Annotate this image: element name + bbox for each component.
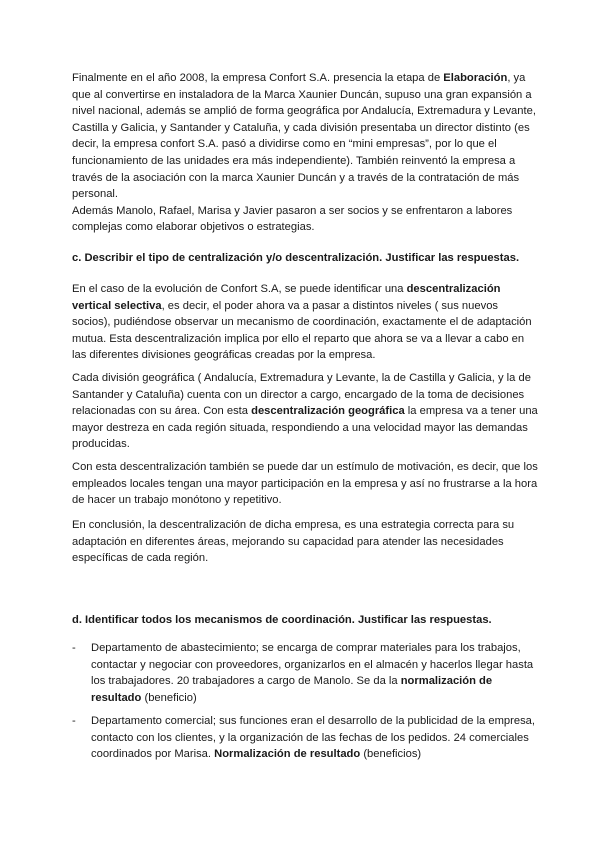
- item1-bold-term: normalización de resultado: [91, 675, 493, 704]
- list-item-comercial: [72, 713, 536, 763]
- p2-text-a: En el caso de la evolución de Confort S.A, se puede identificar una: [72, 283, 407, 295]
- item2-text-a: Departamento comercial; sus funciones eran el desarrollo de la publicidad de la empresa, contacto con los clientes, y la organización de las fechas de los pedidos. 24 comerciales coordinados por Marisa.: [91, 715, 536, 761]
- heading-c: c. Describir el tipo de centralización y/o descentralización. Justificar las respuestas.: [72, 252, 520, 264]
- paragraph-division-geografica: [72, 370, 538, 453]
- p3-text-a: Cada división geográfica ( Andalucía, Extremadura y Levante, la de Castilla y Galicia, y la de Santander y Cataluña) cuenta con un director a cargo, encargado de la toma de decisiones relacionadas con su área. Con esta: [72, 372, 531, 418]
- item2-text-c: (beneficios): [360, 748, 422, 761]
- p1-text-c: , ya que al convertirse en instaladora de la Marca Xaunier Duncán, supuso una gran expansión a nivel nacional, además se amplió de forma geográfica por Andalucía, Extremadura y Levante, Castilla y Galicia, y Santander y Cataluña, y cada división presentaba un director distinto (es decir, la empresa confort S.A. pasó a dividirse como en “mini empresas”, por lo que el funcionamiento de las unidades era más independiente). También reinventó la empresa a través de la asociación con la marca Xaunier Duncán y a través de la contratación de más personal.: [72, 72, 536, 201]
- list-dash: -: [72, 642, 76, 654]
- paragraph-conclusion: En conclusión, la descentralización de dicha empresa, es una estrategia correcta para su adaptación en diferentes áreas, mejorando su capacidad para atender las necesidades específicas de cada región.: [72, 519, 515, 565]
- item2-bold-term: Normalización de resultado: [214, 748, 361, 761]
- paragraph-motivacion: Con esta descentralización también se puede dar un estímulo de motivación, es decir, que los empleados locales tengan una mayor participación en la empresa y así no frustrarse a la hora de hacer un trabajo monótono y repetitivo.: [72, 461, 538, 507]
- p1-bold-elaboracion: Elaboración: [443, 72, 508, 84]
- heading-d: d. Identificar todos los mecanismos de coordinación. Justificar las respuestas.: [72, 614, 492, 626]
- paragraph-descentralizacion-vertical: [72, 281, 538, 364]
- list-item-abastecimiento: [72, 640, 536, 706]
- item1-text-a: Departamento de abastecimiento; se encarga de comprar materiales para los trabajos, contactar y negociar con proveedores, organizarlos en el almacén y hacerlos llegar hasta los trabajadores. 20 trabajadores a cargo de Manolo. Se da la: [91, 642, 534, 688]
- p3-bold-term: descentralización geográfica: [251, 405, 405, 418]
- list-dash: -: [72, 715, 76, 727]
- p3-text-c: la empresa va a tener una mayor destreza en cada región situada, respondiendo a una velocidad mayor las demandas producidas.: [72, 405, 538, 451]
- p1-text-a: Finalmente en el año 2008, la empresa Confort S.A. presencia la etapa de: [72, 72, 444, 84]
- p2-bold-term: descentralización vertical selectiva: [72, 283, 501, 312]
- p1-text-d: Además Manolo, Rafael, Marisa y Javier pasaron a ser socios y se enfrentaron a labores complejas como elaborar objetivos o estrategias.: [72, 204, 513, 234]
- item1-text-c: (beneficio): [141, 691, 197, 704]
- paragraph-elaboracion: [72, 70, 538, 236]
- p2-text-c: , es decir, el poder ahora va a pasar a distintos niveles ( sus nuevos socios), pudiéndose observar un mecanismo de coordinación, exactamente el de adaptación mutua. Esta descentralización implica por ello el reparto que ahora se va a llevar a cabo en las diferentes divisiones geográficas creadas por la empresa.: [72, 299, 532, 362]
